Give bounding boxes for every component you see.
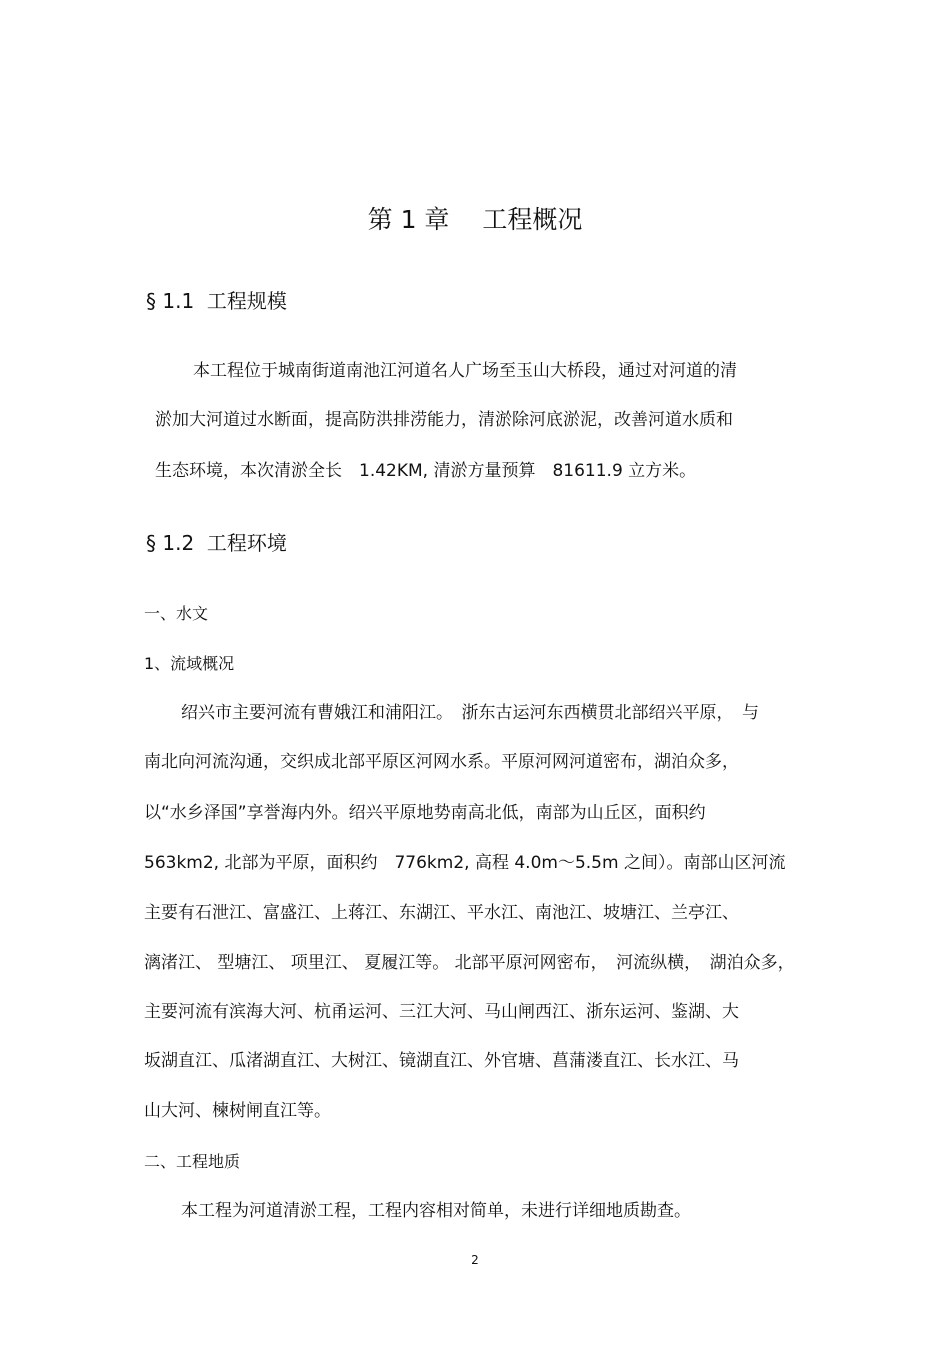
subsection-heading-basin: 1、流域概况 <box>144 654 235 673</box>
paragraph-line: 山大河、楝树闸直江等。 <box>144 1101 331 1121</box>
subsection-heading-hydrology: 一、水文 <box>144 604 209 623</box>
paragraph-line: 绍兴市主要河流有曹娥江和浦阳江。 浙东古运河东西横贯北部绍兴平原， 与 <box>181 703 759 723</box>
section-heading-1-1: § 1.1 工程规模 <box>146 289 287 313</box>
paragraph-line: 坂湖直江、瓜渚湖直江、大树江、镜湖直江、外官塘、菖蒲溇直江、长水江、马 <box>144 1051 739 1071</box>
paragraph-line: 以“水乡泽国”享誉海内外。绍兴平原地势南高北低，南部为山丘区，面积约 <box>144 803 706 823</box>
page-number: 2 <box>471 1253 479 1267</box>
paragraph-line: 563km2, 北部为平原，面积约 776km2, 高程 4.0m～5.5m 之间）。南部山区河流 <box>144 853 786 873</box>
chapter-title: 第 1 章 工程概况 <box>367 205 583 234</box>
paragraph-line: 主要河流有滨海大河、杭甬运河、三江大河、马山闸西江、浙东运河、鉴湖、大 <box>144 1002 739 1022</box>
section-heading-1-2: § 1.2 工程环境 <box>146 531 287 555</box>
paragraph-line: 本工程位于城南街道南池江河道名人广场至玉山大桥段，通过对河道的清 <box>193 361 737 381</box>
paragraph-line: 淤加大河道过水断面，提高防洪排涝能力，清淤除河底淤泥，改善河道水质和 <box>155 410 733 430</box>
paragraph-line: 本工程为河道清淤工程，工程内容相对简单，未进行详细地质勘查。 <box>181 1201 691 1221</box>
subsection-heading-geology: 二、工程地质 <box>144 1152 241 1171</box>
paragraph-line: 生态环境，本次清淤全长 1.42KM, 清淤方量预算 81611.9 立方米。 <box>155 461 697 481</box>
paragraph-line: 南北向河流沟通，交织成北部平原区河网水系。平原河网河道密布，湖泊众多， <box>144 752 739 772</box>
paragraph-line: 主要有石泄江、富盛江、上蒋江、东湖江、平水江、南池江、坡塘江、兰亭江、 <box>144 903 739 923</box>
paragraph-line: 漓渚江、 型塘江、 项里江、 夏履江等。 北部平原河网密布， 河流纵横， 湖泊众多， <box>144 953 795 973</box>
